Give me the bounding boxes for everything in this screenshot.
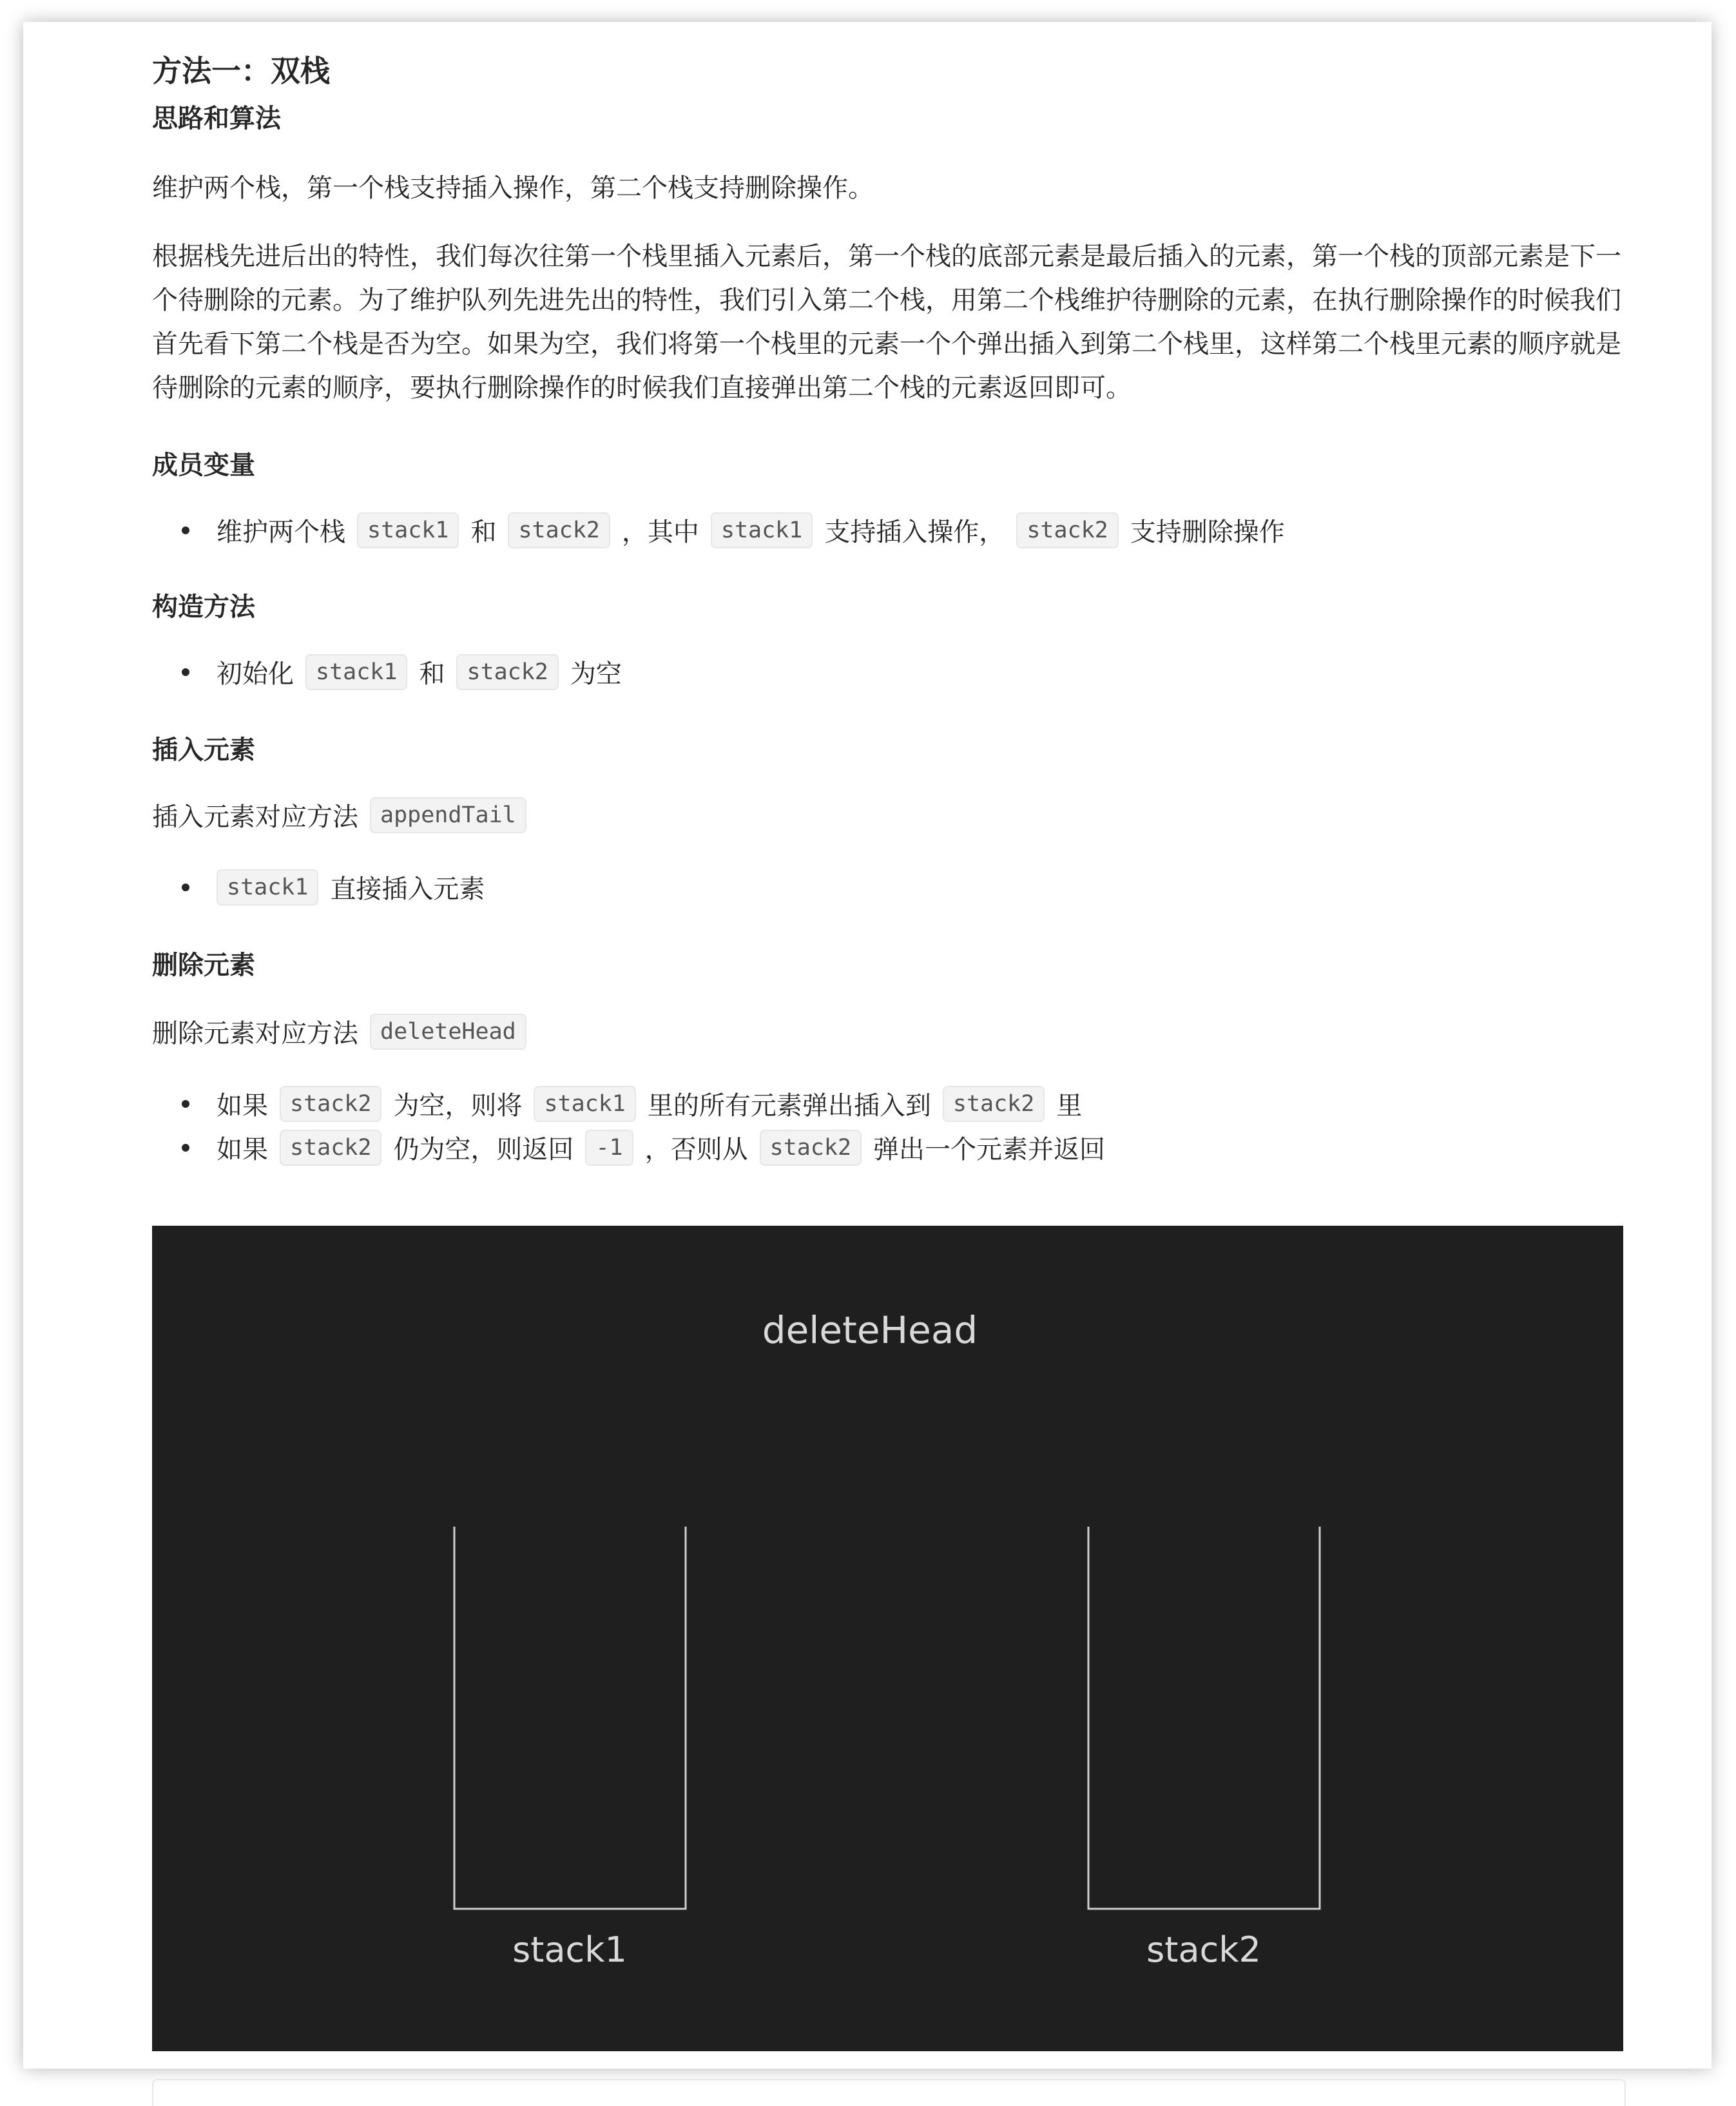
text: 删除元素对应方法 <box>152 1019 358 1048</box>
text: 如果 <box>217 1135 268 1164</box>
code-stack2: stack2 <box>456 654 558 690</box>
idea-paragraph-1: 维护两个栈，第一个栈支持插入操作，第二个栈支持删除操作。 <box>152 173 874 203</box>
text: ，其中 <box>621 517 699 547</box>
ctor-list-item <box>182 653 622 690</box>
text: 为空 <box>570 659 622 689</box>
bullet <box>182 884 189 891</box>
text: 直接插入元素 <box>330 874 485 904</box>
stack2-label: stack2 <box>1146 1929 1261 1970</box>
delete-list-item-2 <box>182 1129 1105 1166</box>
bullet <box>182 1144 189 1152</box>
code-stack1: stack1 <box>534 1086 635 1122</box>
stack1-container <box>454 1527 686 1909</box>
stack-diagram <box>152 1226 1623 2051</box>
code-stack1: stack1 <box>305 654 407 690</box>
text: 弹出一个元素并返回 <box>873 1135 1106 1164</box>
delete-heading: 删除元素 <box>152 951 255 980</box>
insert-list-item <box>182 869 485 905</box>
code-appendtail: appendTail <box>370 797 526 833</box>
code-stack2: stack2 <box>760 1130 862 1166</box>
code-stack1: stack1 <box>217 869 318 905</box>
text: 初始化 <box>217 659 294 689</box>
members-heading: 成员变量 <box>152 450 255 480</box>
bullet <box>182 668 189 676</box>
stack2-container <box>1088 1527 1320 1909</box>
figure-title: deleteHead <box>762 1308 978 1352</box>
page-title: 方法一：双栈 <box>152 53 330 88</box>
bullet <box>182 1100 189 1108</box>
code-stack2: stack2 <box>280 1130 381 1166</box>
text: 和 <box>419 659 445 689</box>
text: 插入元素对应方法 <box>152 802 358 832</box>
delete-method-line <box>152 1013 538 1050</box>
text: 支持删除操作 <box>1130 517 1285 547</box>
idea-heading: 思路和算法 <box>152 104 281 133</box>
next-block-edge <box>152 2079 1626 2106</box>
code-stack2: stack2 <box>943 1086 1045 1122</box>
code-stack2: stack2 <box>508 512 610 548</box>
page-card <box>23 22 1712 2069</box>
text: 和 <box>470 517 497 547</box>
insert-heading: 插入元素 <box>152 735 255 765</box>
idea-paragraph-2: 根据栈先进后出的特性，我们每次往第一个栈里插入元素后，第一个栈的底部元素是最后插入的元素，第一个栈的顶部元素是下一个待删除的元素。为了维护队列先进先出的特性，我们引入第二个栈，用第二个栈维护待删除的元素，在执行删除操作的时候我们首先看下第二个栈是否为空。如果为空，我们将第一个栈里的元素一个个弹出插入到第二个栈里，这样第二个栈里元素的顺序就是待删除的元素的顺序，要执行删除操作的时候我们直接弹出第二个栈的元素返回即可。 <box>152 242 1621 403</box>
code-deletehead: deleteHead <box>370 1014 526 1050</box>
text: ，否则从 <box>644 1135 748 1164</box>
text: 里的所有元素弹出插入到 <box>647 1091 931 1121</box>
code-stack2: stack2 <box>1016 512 1118 548</box>
delete-list-item-1 <box>182 1085 1082 1122</box>
text: 仍为空，则返回 <box>393 1135 574 1164</box>
bullet <box>182 526 189 534</box>
code-stack1: stack1 <box>711 512 813 548</box>
code-minus-one: -1 <box>585 1130 633 1166</box>
members-list-item <box>182 512 1285 548</box>
text: 支持插入操作， <box>824 517 1005 547</box>
insert-method-line <box>152 797 538 833</box>
text: 如果 <box>217 1091 268 1121</box>
code-stack1: stack1 <box>357 512 459 548</box>
code-stack2: stack2 <box>280 1086 381 1122</box>
stack1-label: stack1 <box>512 1929 627 1970</box>
ctor-heading: 构造方法 <box>152 592 255 622</box>
text: 维护两个栈 <box>217 517 345 547</box>
text: 为空，则将 <box>393 1091 523 1121</box>
text: 里 <box>1056 1091 1083 1121</box>
animation-figure <box>152 1226 1623 2051</box>
